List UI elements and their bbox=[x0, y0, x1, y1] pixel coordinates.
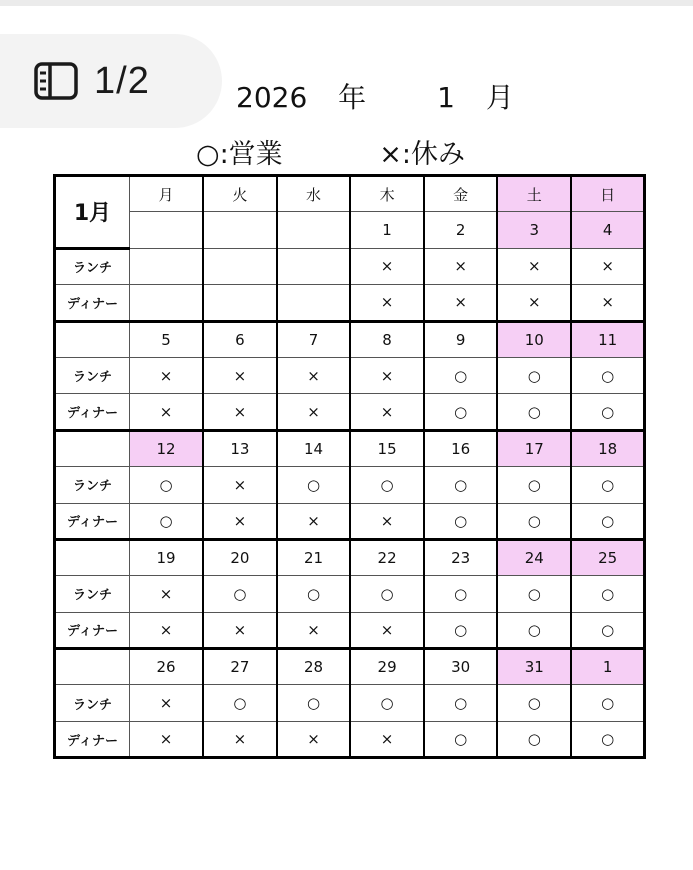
dinner-label: ディナー bbox=[55, 721, 130, 757]
lunch-label: ランチ bbox=[55, 357, 130, 393]
date-cell: 8 bbox=[350, 321, 424, 357]
weekday-header: 日 bbox=[571, 176, 645, 212]
dinner-status-cell: ○ bbox=[130, 503, 204, 539]
lunch-status-cell: ○ bbox=[571, 357, 645, 393]
lunch-label: ランチ bbox=[55, 685, 130, 721]
weekday-header-row bbox=[55, 176, 645, 212]
lunch-row bbox=[55, 576, 645, 612]
dinner-status-cell: × bbox=[130, 394, 204, 430]
date-cell: 2 bbox=[424, 212, 498, 248]
lunch-status-cell: × bbox=[277, 357, 351, 393]
lunch-status-cell: × bbox=[350, 357, 424, 393]
date-row bbox=[55, 649, 645, 685]
dinner-status-cell: × bbox=[350, 394, 424, 430]
date-row bbox=[55, 212, 645, 248]
date-cell: 15 bbox=[350, 430, 424, 466]
weekday-header: 金 bbox=[424, 176, 498, 212]
dinner-status-cell: ○ bbox=[497, 503, 571, 539]
date-cell: 4 bbox=[571, 212, 645, 248]
date-cell: 14 bbox=[277, 430, 351, 466]
lunch-status-cell: × bbox=[130, 576, 204, 612]
legend-open-label: :営業 bbox=[219, 139, 283, 170]
date-row-label bbox=[55, 649, 130, 685]
top-bar bbox=[0, 0, 693, 6]
lunch-status-cell: ○ bbox=[571, 576, 645, 612]
date-cell: 22 bbox=[350, 539, 424, 575]
dinner-status-cell: ○ bbox=[424, 503, 498, 539]
dinner-label: ディナー bbox=[55, 394, 130, 430]
dinner-status-cell: × bbox=[571, 285, 645, 321]
date-cell: 21 bbox=[277, 539, 351, 575]
dinner-status-cell: ○ bbox=[424, 394, 498, 430]
date-cell: 16 bbox=[424, 430, 498, 466]
lunch-status-cell: ○ bbox=[424, 467, 498, 503]
date-cell bbox=[130, 212, 204, 248]
page-indicator[interactable] bbox=[0, 34, 222, 128]
dinner-status-cell bbox=[130, 285, 204, 321]
dinner-status-cell: ○ bbox=[497, 721, 571, 757]
lunch-status-cell: × bbox=[130, 685, 204, 721]
date-cell: 3 bbox=[497, 212, 571, 248]
dinner-status-cell: ○ bbox=[424, 721, 498, 757]
lunch-status-cell: ○ bbox=[203, 576, 277, 612]
lunch-status-cell: ○ bbox=[497, 576, 571, 612]
date-cell: 12 bbox=[130, 430, 204, 466]
dinner-status-cell: ○ bbox=[571, 612, 645, 648]
title-year-unit: 年 bbox=[338, 81, 367, 114]
dinner-status-cell: × bbox=[130, 612, 204, 648]
date-cell: 24 bbox=[497, 539, 571, 575]
dinner-label: ディナー bbox=[55, 285, 130, 321]
dinner-row bbox=[55, 503, 645, 539]
dinner-status-cell: × bbox=[350, 503, 424, 539]
date-cell: 25 bbox=[571, 539, 645, 575]
dinner-status-cell: × bbox=[277, 612, 351, 648]
date-cell: 26 bbox=[130, 649, 204, 685]
date-cell: 6 bbox=[203, 321, 277, 357]
lunch-row bbox=[55, 467, 645, 503]
weekday-header: 土 bbox=[497, 176, 571, 212]
lunch-status-cell: ○ bbox=[497, 467, 571, 503]
lunch-status-cell: × bbox=[203, 467, 277, 503]
dinner-status-cell: × bbox=[350, 285, 424, 321]
dinner-status-cell: × bbox=[424, 285, 498, 321]
dinner-status-cell bbox=[203, 285, 277, 321]
date-row bbox=[55, 430, 645, 466]
lunch-status-cell: × bbox=[571, 248, 645, 284]
lunch-label: ランチ bbox=[55, 248, 130, 284]
legend-open-symbol: ○ bbox=[196, 139, 220, 170]
date-cell bbox=[277, 212, 351, 248]
date-row bbox=[55, 539, 645, 575]
date-cell: 23 bbox=[424, 539, 498, 575]
lunch-status-cell: ○ bbox=[277, 685, 351, 721]
lunch-row bbox=[55, 685, 645, 721]
date-row-label bbox=[55, 430, 130, 466]
dinner-status-cell: × bbox=[203, 612, 277, 648]
date-row-label bbox=[55, 539, 130, 575]
date-cell: 10 bbox=[497, 321, 571, 357]
date-cell: 19 bbox=[130, 539, 204, 575]
dinner-status-cell: ○ bbox=[571, 503, 645, 539]
lunch-status-cell: ○ bbox=[130, 467, 204, 503]
weekday-header: 月 bbox=[130, 176, 204, 212]
dinner-status-cell: × bbox=[277, 394, 351, 430]
date-cell: 18 bbox=[571, 430, 645, 466]
dinner-status-cell: × bbox=[277, 721, 351, 757]
date-cell: 27 bbox=[203, 649, 277, 685]
lunch-status-cell: ○ bbox=[424, 685, 498, 721]
page-counter: 1/2 bbox=[94, 59, 150, 102]
lunch-label: ランチ bbox=[55, 576, 130, 612]
lunch-status-cell: ○ bbox=[424, 576, 498, 612]
lunch-status-cell: × bbox=[350, 248, 424, 284]
lunch-status-cell bbox=[130, 248, 204, 284]
dinner-row bbox=[55, 285, 645, 321]
lunch-status-cell: ○ bbox=[571, 467, 645, 503]
dinner-label: ディナー bbox=[55, 612, 130, 648]
calendar-title bbox=[236, 76, 514, 116]
lunch-status-cell: ○ bbox=[350, 685, 424, 721]
date-cell: 29 bbox=[350, 649, 424, 685]
date-cell: 20 bbox=[203, 539, 277, 575]
title-year: 2026 bbox=[236, 81, 308, 114]
lunch-status-cell: ○ bbox=[497, 357, 571, 393]
date-cell: 5 bbox=[130, 321, 204, 357]
lunch-label: ランチ bbox=[55, 467, 130, 503]
lunch-status-cell: × bbox=[497, 248, 571, 284]
lunch-status-cell: ○ bbox=[277, 576, 351, 612]
dinner-status-cell: × bbox=[203, 394, 277, 430]
dinner-status-cell: × bbox=[203, 721, 277, 757]
date-cell: 7 bbox=[277, 321, 351, 357]
lunch-status-cell: ○ bbox=[350, 576, 424, 612]
lunch-status-cell bbox=[203, 248, 277, 284]
lunch-status-cell: ○ bbox=[571, 685, 645, 721]
date-cell: 30 bbox=[424, 649, 498, 685]
lunch-status-cell bbox=[277, 248, 351, 284]
legend bbox=[196, 132, 465, 171]
lunch-status-cell: ○ bbox=[277, 467, 351, 503]
date-cell: 28 bbox=[277, 649, 351, 685]
date-cell: 13 bbox=[203, 430, 277, 466]
title-month-unit: 月 bbox=[485, 81, 514, 114]
dinner-status-cell: × bbox=[277, 503, 351, 539]
lunch-status-cell: ○ bbox=[350, 467, 424, 503]
lunch-status-cell: × bbox=[424, 248, 498, 284]
lunch-status-cell: ○ bbox=[497, 685, 571, 721]
date-cell: 9 bbox=[424, 321, 498, 357]
business-calendar-table bbox=[53, 174, 646, 759]
dinner-label: ディナー bbox=[55, 503, 130, 539]
book-icon bbox=[32, 57, 80, 105]
dinner-status-cell: × bbox=[350, 721, 424, 757]
title-month: 1 bbox=[437, 81, 455, 114]
lunch-status-cell: × bbox=[130, 357, 204, 393]
dinner-status-cell: ○ bbox=[424, 612, 498, 648]
date-cell: 11 bbox=[571, 321, 645, 357]
dinner-status-cell: ○ bbox=[497, 394, 571, 430]
dinner-status-cell: ○ bbox=[497, 612, 571, 648]
date-cell bbox=[203, 212, 277, 248]
date-cell: 17 bbox=[497, 430, 571, 466]
date-row-label bbox=[55, 321, 130, 357]
dinner-status-cell: × bbox=[350, 612, 424, 648]
date-cell: 31 bbox=[497, 649, 571, 685]
dinner-status-cell: ○ bbox=[571, 721, 645, 757]
lunch-row bbox=[55, 248, 645, 284]
lunch-row bbox=[55, 357, 645, 393]
dinner-status-cell: × bbox=[130, 721, 204, 757]
lunch-status-cell: × bbox=[203, 357, 277, 393]
lunch-status-cell: ○ bbox=[203, 685, 277, 721]
dinner-row bbox=[55, 612, 645, 648]
legend-closed-symbol: × bbox=[379, 139, 402, 170]
dinner-status-cell: ○ bbox=[571, 394, 645, 430]
date-cell: 1 bbox=[350, 212, 424, 248]
date-row bbox=[55, 321, 645, 357]
weekday-header: 水 bbox=[277, 176, 351, 212]
dinner-status-cell bbox=[277, 285, 351, 321]
dinner-row bbox=[55, 394, 645, 430]
dinner-status-cell: × bbox=[203, 503, 277, 539]
dinner-status-cell: × bbox=[497, 285, 571, 321]
weekday-header: 火 bbox=[203, 176, 277, 212]
legend-closed-label: :休み bbox=[401, 139, 465, 170]
month-label: 1月 bbox=[55, 176, 130, 249]
dinner-row bbox=[55, 721, 645, 757]
date-cell: 1 bbox=[571, 649, 645, 685]
lunch-status-cell: ○ bbox=[424, 357, 498, 393]
weekday-header: 木 bbox=[350, 176, 424, 212]
